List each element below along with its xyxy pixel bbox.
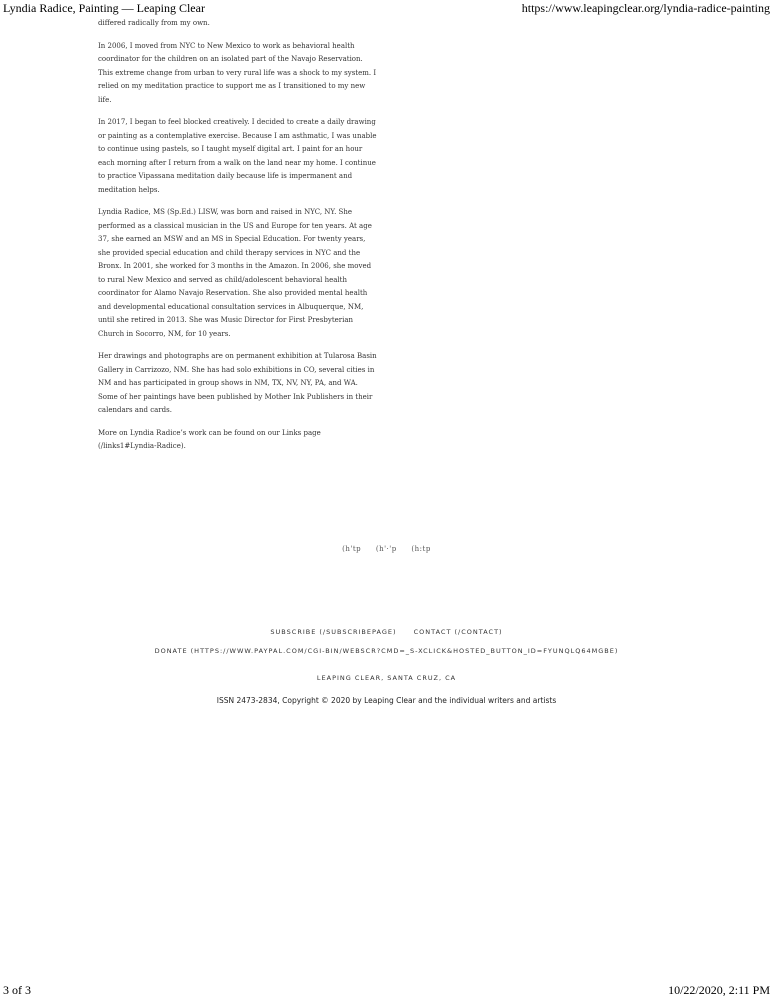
article-paragraph: Lyndia Radice, MS (Sp.Ed.) LISW, was born and raised in NYC, NY. She performed as a classical musician in the US and Europe for ten years. At age 37, she earned an MSW and an MS in Special Education. For twenty years, she provided special education and child therapy services in NYC and the Bronx. In 2001, she worked for 3 months in the Amazon. In 2006, she moved to rural New Mexico and served as child/adolescent behavioral health coordinator for Alamo Navajo Reservation. She also provided mental health and developmental educational consultation services in Albuquerque, NM, until she retired in 2013. She was Music Director for First Presbyterian Church in Socorro, NM, for 10 years. — [98, 208, 372, 338]
print-footer — [0, 983, 773, 998]
donate-link[interactable]: DONATE (HTTPS://WWW.PAYPAL.COM/CGI-BIN/WEBSCR?CMD=_S-XCLICK&HOSTED_BUTTON_ID=FYUNQLQ64MGBE) — [154, 647, 619, 655]
footer-location: LEAPING CLEAR, SANTA CRUZ, CA — [316, 674, 457, 682]
print-datetime: 10/22/2020, 2:11 PM — [668, 983, 770, 997]
contact-link[interactable]: CONTACT (/CONTACT) — [413, 628, 503, 636]
links-page-paragraph[interactable]: More on Lyndia Radice’s work can be found on our Links page (/links1#Lyndia-Radice). — [98, 428, 321, 450]
footer-copyright: ISSN 2473-2834, Copyright © 2020 by Leaping Clear and the individual writers and artists — [216, 696, 557, 705]
article-body — [98, 17, 378, 463]
footer-nav — [0, 628, 773, 636]
print-header-title: Lyndia Radice, Painting — Leaping Clear — [3, 1, 205, 15]
article-paragraph: Her drawings and photographs are on permanent exhibition at Tularosa Basin Gallery in Carrizozo, NM. She has had solo exhibitions in CO, several cities in NM and has participated in group shows in NM, TX, NV, NY, PA, and WA. Some of her paintings have been published by Mother Ink Publishers in their calendars and cards. — [98, 352, 377, 414]
page-number: 3 of 3 — [3, 983, 31, 997]
footer-donate-row — [0, 647, 773, 655]
share-link-3[interactable]: (h:tp — [411, 545, 431, 553]
share-link-1[interactable]: (h'tp — [342, 545, 362, 553]
article-paragraph: In 2006, I moved from NYC to New Mexico to work as behavioral health coordinator for the children on an isolated part of the Navajo Reservation. This extreme change from urban to very rural life was a shock to my system. I relied on my meditation practice to support me as I transitioned to my new life. — [98, 41, 377, 104]
print-header-url: https://www.leapingclear.org/lyndia-radice-painting — [521, 1, 770, 15]
article-paragraph: In 2017, I began to feel blocked creatively. I decided to create a daily drawing or painting as a contemplative exercise. Because I am asthmatic, I was unable to continue using pastels, so I taught myself digital art. I paint for an hour each morning after I return from a walk on the land near my home. I continue to practice Vipassana meditation daily because life is impermanent and meditation helps. — [98, 118, 377, 194]
subscribe-link[interactable]: SUBSCRIBE (/SUBSCRIBEPAGE) — [270, 628, 397, 636]
share-link-2[interactable]: (h'·'p — [375, 545, 397, 553]
print-header — [0, 1, 773, 16]
share-links — [0, 545, 773, 553]
article-paragraph: differed radically from my own. — [98, 19, 210, 27]
